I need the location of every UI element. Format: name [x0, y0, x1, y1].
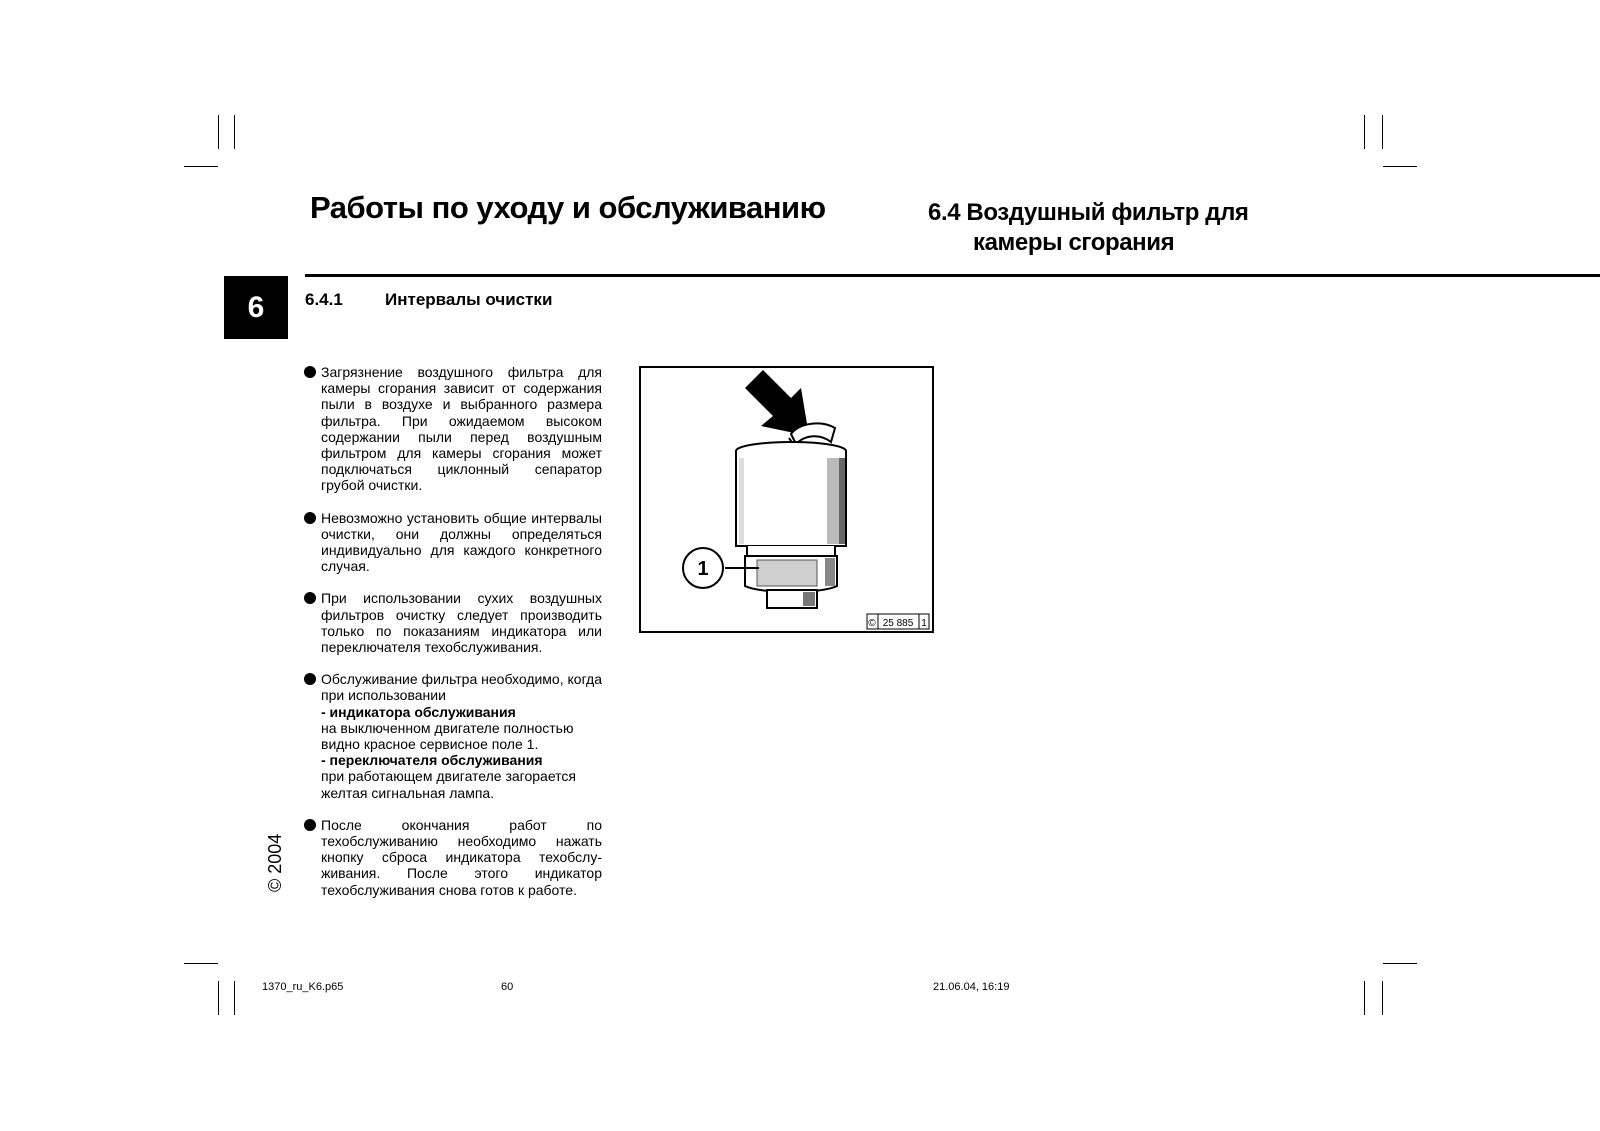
crop-mark: [234, 115, 235, 149]
crop-mark: [184, 963, 218, 964]
ref-copyright: ©: [868, 618, 876, 629]
bullet-text: Обслуживание фильтра необходимо, когда при использовании: [321, 671, 602, 704]
bullet-list: [304, 364, 602, 914]
crop-mark: [184, 166, 218, 167]
crop-mark: [218, 115, 219, 149]
crop-mark: [1383, 166, 1417, 167]
service-switch-text: при работающем двигателе загорается желтая сигнальная лампа.: [321, 768, 576, 801]
bullet-text: Загрязнение воздушного фильтра для камеры сгорания зависит от содержания пыли в воздухе и выбранного размера фильтра. При ожидаемом высоком содержании пыли перед воздушным фильтром для камеры сгорания может подключаться циклонный сепаратор грубой очистки.: [321, 364, 602, 494]
ref-suffix: 1: [921, 618, 927, 629]
ref-number: 25 885: [882, 618, 914, 629]
subsection-number: 6.4.1: [305, 290, 343, 309]
bullet-item: [304, 817, 602, 898]
crop-mark: [1382, 115, 1383, 149]
bullet-item: [304, 364, 602, 494]
bullet-icon: [304, 819, 316, 831]
service-indicator-label: - индикатора обслуживания: [321, 703, 516, 720]
section-title-line1: 6.4 Воздушный фильтр для: [928, 199, 1249, 226]
callout-label: 1: [697, 558, 709, 580]
crop-mark: [1382, 981, 1383, 1015]
bullet-item: [304, 590, 602, 655]
bullet-text: Невозможно установить общие интервалы очистки, они должны определяться индивидуально для каждого конкретного случая.: [321, 509, 602, 575]
crop-mark: [1383, 963, 1417, 964]
bullet-icon: [304, 366, 316, 378]
footer-page-number: 60: [501, 981, 514, 993]
section-title: [928, 198, 1249, 258]
crop-mark: [1364, 981, 1365, 1015]
header-rule: [305, 274, 1600, 277]
bullet-icon: [304, 592, 316, 604]
bullet-item: [304, 671, 602, 801]
subsection-title: Интервалы очистки: [385, 290, 553, 309]
service-switch-label: - переключателя обслуживания: [321, 752, 543, 769]
side-copyright: © 2004: [265, 833, 285, 892]
crop-mark: [1364, 115, 1365, 149]
crop-mark: [218, 981, 219, 1015]
bullet-text: После окончания работ по техобслуживанию необходимо нажать кнопку сброса индикатора техобслу-живания. После этого индикатор техобслуживания снова готов к работе.: [321, 816, 602, 898]
crop-mark: [234, 981, 235, 1015]
section-title-line2: камеры сгорания: [973, 229, 1175, 256]
footer-filename: 1370_ru_K6.p65: [262, 981, 344, 993]
page-title: Работы по уходу и обслуживанию: [310, 190, 826, 225]
bullet-icon: [304, 512, 316, 524]
chapter-tab: 6: [224, 276, 288, 339]
service-indicator-figure: [639, 366, 934, 633]
footer-date: 21.06.04, 16:19: [933, 981, 1010, 993]
bullet-item: [304, 510, 602, 575]
service-indicator-text: на выключенном двигателе полностью видно красное сервисное поле 1.: [321, 719, 574, 753]
bullet-icon: [304, 673, 316, 685]
service-indicator-illustration: [641, 368, 932, 631]
bullet-text: При использовании сухих воздушных фильтров очистку следует производить только по показаниям индикатора или переключателя техобслуживания.: [321, 590, 602, 656]
